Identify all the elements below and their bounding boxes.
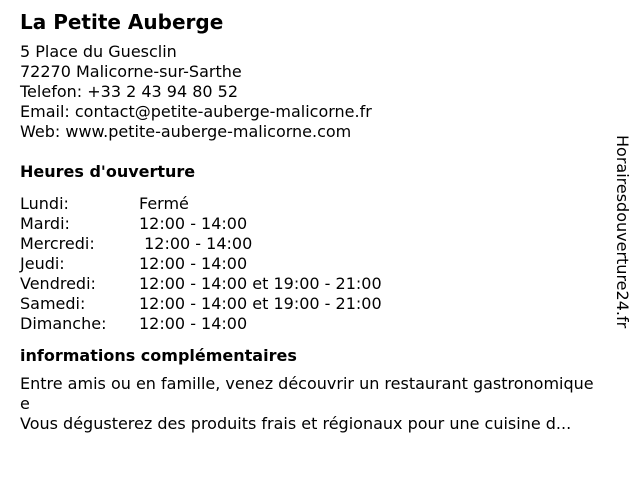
info-heading: informations complémentaires <box>20 346 297 365</box>
hours-day: Mercredi: <box>20 234 95 253</box>
watermark-text: Horairesdouverture24.fr <box>613 135 632 329</box>
hours-row-friday <box>20 274 620 294</box>
phone-line: Telefon: +33 2 43 94 80 52 <box>20 82 239 101</box>
hours-day: Samedi: <box>20 294 86 313</box>
hours-table <box>20 194 620 334</box>
info-line: e <box>20 394 30 413</box>
hours-row-tuesday <box>20 214 620 234</box>
hours-row-saturday <box>20 294 620 314</box>
watermark <box>612 135 632 345</box>
address-city: 72270 Malicorne-sur-Sarthe <box>20 62 242 81</box>
hours-day: Vendredi: <box>20 274 96 293</box>
hours-day: Dimanche: <box>20 314 107 333</box>
hours-value: 12:00 - 14:00 <box>139 254 248 273</box>
info-line: Entre amis ou en famille, venez découvrir un restaurant gastronomique <box>20 374 594 393</box>
hours-value: 12:00 - 14:00 et 19:00 - 21:00 <box>139 294 382 313</box>
hours-row-thursday <box>20 254 620 274</box>
hours-value: 12:00 - 14:00 <box>139 314 248 333</box>
hours-value: 12:00 - 14:00 <box>139 214 248 233</box>
hours-day: Mardi: <box>20 214 70 233</box>
hours-row-monday <box>20 194 620 214</box>
hours-value: Fermé <box>139 194 189 213</box>
hours-row-wednesday <box>20 234 620 254</box>
hours-heading: Heures d'ouverture <box>20 162 196 181</box>
hours-row-sunday <box>20 314 620 334</box>
business-card <box>20 10 620 434</box>
address-street: 5 Place du Guesclin <box>20 42 177 61</box>
info-line: Vous dégusterez des produits frais et régionaux pour une cuisine d... <box>20 414 572 433</box>
address-block <box>20 42 620 142</box>
email-line: Email: contact@petite-auberge-malicorne.fr <box>20 102 372 121</box>
hours-value: 12:00 - 14:00 <box>139 234 253 253</box>
hours-day: Jeudi: <box>20 254 65 273</box>
info-description <box>20 374 620 434</box>
business-name: La Petite Auberge <box>20 10 224 34</box>
hours-day: Lundi: <box>20 194 69 213</box>
web-line: Web: www.petite-auberge-malicorne.com <box>20 122 352 141</box>
hours-value: 12:00 - 14:00 et 19:00 - 21:00 <box>139 274 382 293</box>
